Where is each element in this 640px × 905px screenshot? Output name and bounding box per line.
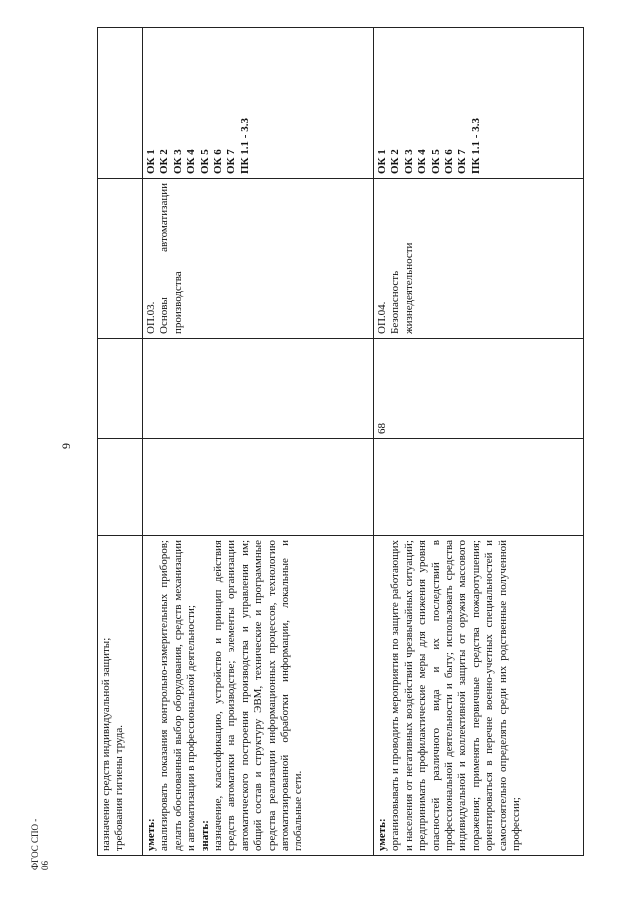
requirement-line: требования гигиены труда. — [113, 725, 126, 851]
footer-code: ФГОС СПО - 06 — [30, 818, 50, 870]
competency-code: ПК 1.1 - 3.3 — [469, 118, 482, 174]
skills-text: анализировать показания контрольно-измерительных приборов; делать обоснованный выбор оборудования, средств механизации и автоматизации в профессиональной деятельности; — [158, 540, 198, 851]
requirements-cell — [143, 536, 374, 856]
competency-code: ОК 5 — [429, 149, 442, 174]
competency-code: ОК 1 — [145, 149, 157, 174]
discipline-index: ОП.03. — [145, 301, 157, 334]
competency-code: ОК 7 — [225, 149, 238, 174]
competency-code: ОК 3 — [171, 149, 184, 174]
competencies-cell — [98, 28, 143, 179]
competency-code: ОК 1 — [376, 149, 388, 174]
empty-cell — [98, 339, 143, 439]
competency-code: ОК 4 — [185, 149, 198, 174]
competency-code: ОК 3 — [402, 149, 415, 174]
table-row — [374, 28, 584, 856]
competency-code: ОК 6 — [212, 149, 225, 174]
skills-label: уметь: — [376, 818, 388, 851]
competency-code: ОК 7 — [456, 149, 469, 174]
empty-cell — [374, 439, 584, 536]
competency-code: ОК 4 — [416, 149, 429, 174]
requirements-cell — [98, 536, 143, 856]
hours-cell — [98, 439, 143, 536]
knowledge-label: знать: — [198, 820, 211, 851]
competency-code: ПК 1.1 - 3.3 — [238, 118, 251, 174]
requirements-cell — [374, 536, 584, 856]
discipline-index: ОП.04. — [376, 301, 388, 334]
discipline-cell — [143, 179, 374, 339]
empty-cell — [143, 439, 374, 536]
table-row — [143, 28, 374, 856]
skills-text: организовывать и проводить мероприятия по защите работающих и населения от негативных воздействий чрезвычайных ситуаций; предпринимать профилактические меры для снижения уровня опасностей различного вида и их последствий в профессиональной деятельности и быту; использовать средства индивидуальной и коллективной защиты от оружия массового поражения; применять первичные средства пожаротушения; ориентироваться в перечне военно-учетных специальностей и самостоятельно определять среди них родственные полученной профессии; — [389, 540, 523, 851]
competency-code: ОК 6 — [443, 149, 456, 174]
table-row — [98, 28, 143, 856]
competencies-cell — [374, 28, 584, 179]
hours-cell: 68 — [374, 339, 584, 439]
rotated-table-container — [97, 28, 573, 856]
discipline-cell — [98, 179, 143, 339]
curriculum-table — [97, 27, 584, 856]
knowledge-text: назначение, классификацию, устройство и принцип действия средств автоматики на производстве; элементы организации автоматического построения производства и управления им; общий состав и структуру ЭВМ, технические и программные средства реализации информационных процессов, технологию автоматизированной обработки информации, локальные и глобальные сети. — [212, 540, 305, 851]
discipline-name: Основы автоматизации производства — [158, 183, 184, 334]
competency-code: ОК 2 — [158, 149, 171, 174]
requirement-line: назначение средств индивидуальной защиты; — [100, 637, 112, 851]
competency-code: ОК 2 — [389, 149, 402, 174]
hours-cell — [143, 339, 374, 439]
page-number: 9 — [59, 443, 73, 449]
competencies-cell — [143, 28, 374, 179]
discipline-cell — [374, 179, 584, 339]
discipline-name: Безопасность жизнедеятельности — [389, 242, 415, 334]
competency-code: ОК 5 — [198, 149, 211, 174]
skills-label: уметь: — [145, 818, 157, 851]
